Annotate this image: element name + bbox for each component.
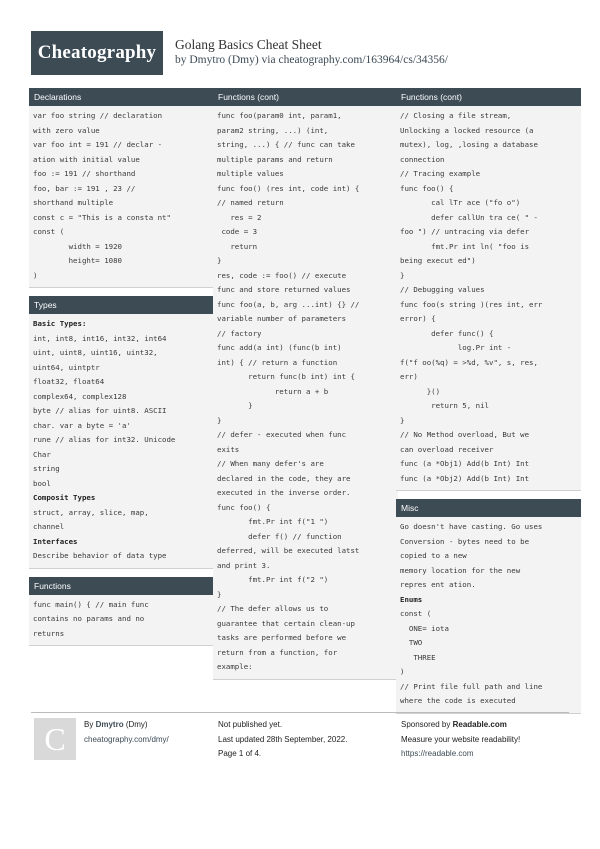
- code-line: char. var a byte = 'a': [33, 420, 131, 430]
- footer-author: [84, 718, 169, 747]
- code-line: declared in the code, they are: [217, 473, 351, 483]
- code-line: const (: [33, 227, 65, 236]
- code-line: foo := 191 // shorthand: [33, 169, 136, 178]
- code-line: string: [33, 464, 60, 473]
- author-handle: (Dmy): [125, 720, 148, 729]
- section-box: [396, 88, 581, 491]
- cheatography-logo[interactable]: Cheatography: [31, 31, 163, 75]
- column-2: [213, 88, 398, 688]
- code-line: log.Pr int -: [400, 343, 512, 352]
- code-line: ONE= iota: [400, 623, 449, 633]
- section-header: Misc: [396, 499, 581, 517]
- code-line: func foo(param0 int, param1,: [217, 111, 342, 120]
- code-line: defer func() {: [400, 328, 494, 338]
- section-body: [396, 517, 581, 713]
- code-line: rune // alias for int32. Unicode: [33, 435, 176, 444]
- subheading-line: Composit Types: [33, 493, 96, 502]
- code-line: fmt.Pr int f("2 "): [217, 575, 329, 584]
- code-line: return from a function, for: [217, 647, 338, 657]
- code-line: func add(a int) (func(b int): [217, 343, 342, 352]
- code-line: func (a *Obj2) Add(b Int) Int: [400, 473, 530, 483]
- last-updated: Last updated 28th September, 2022.: [218, 734, 348, 744]
- code-line: }(): [400, 386, 441, 396]
- section-header: Declarations: [29, 88, 214, 106]
- sponsor-tagline: Measure your website readability!: [401, 734, 521, 744]
- footer-by: By: [84, 720, 94, 729]
- code-line: repres ent ation.: [400, 580, 476, 589]
- code-line: return 5, nil: [400, 401, 489, 410]
- code-line: }: [217, 589, 222, 599]
- code-line: exits: [217, 444, 240, 454]
- code-line: err): [400, 372, 418, 381]
- code-line: func foo(a, b, arg ...int) {} //: [217, 299, 360, 309]
- section-box: [29, 296, 214, 569]
- section-box: [29, 577, 214, 647]
- subheading-line: Basic Types:: [33, 319, 87, 328]
- code-line: }: [400, 270, 405, 280]
- code-line: fmt.Pr int ln( "foo is: [400, 241, 530, 251]
- code-line: return func(b int) int {: [217, 372, 355, 381]
- code-line: ation with initial value: [33, 154, 140, 164]
- code-line: memory location for the new: [400, 565, 521, 575]
- code-line: Go doesn't have casting. Go uses: [400, 522, 543, 531]
- code-line: THREE: [400, 652, 436, 662]
- section-box: [213, 88, 398, 680]
- code-line: // Debugging values: [400, 285, 485, 294]
- sheet-title: Golang Basics Cheat Sheet: [175, 37, 322, 52]
- footer-sponsor: [401, 718, 520, 762]
- author-avatar[interactable]: [34, 718, 76, 760]
- sheet-byline-link[interactable]: by Dmytro (Dmy) via cheatography.com/163964/cs/34356/: [175, 54, 448, 66]
- author-profile-link[interactable]: cheatography.com/dmy/: [84, 734, 169, 744]
- code-line: }: [217, 256, 222, 265]
- code-line: param2 string, ...) (int,: [217, 125, 329, 135]
- page-number: Page 1 of 4.: [218, 749, 262, 758]
- code-line: Unlocking a locked resource (a: [400, 125, 534, 135]
- code-line: Char: [33, 449, 51, 459]
- code-line: return a + b: [217, 386, 329, 396]
- sponsor-name-link[interactable]: Readable.com: [452, 720, 507, 729]
- code-line: with zero value: [33, 125, 100, 135]
- code-line: var foo int = 191 // declar -: [33, 140, 163, 149]
- code-line: struct, array, slice, map,: [33, 507, 149, 517]
- code-line: error) {: [400, 314, 436, 323]
- code-line: // named return: [217, 198, 284, 207]
- code-line: being execut ed"): [400, 256, 476, 265]
- code-line: connection: [400, 154, 445, 164]
- code-line: executed in the inverse order.: [217, 488, 351, 497]
- code-line: mutex), log, ,losing a database: [400, 140, 538, 149]
- code-line: contains no params and no: [33, 614, 145, 623]
- code-line: func foo() {: [400, 183, 454, 193]
- code-line: copied to a new: [400, 551, 467, 560]
- section-body: [29, 314, 214, 568]
- code-line: float32, float64: [33, 377, 105, 386]
- code-line: int, int8, int16, int32, int64: [33, 333, 167, 343]
- code-line: example:: [217, 662, 253, 671]
- published-status: Not published yet.: [218, 720, 283, 729]
- code-line: and print 3.: [217, 560, 271, 570]
- code-line: }: [217, 415, 222, 425]
- code-line: uint64, uintptr: [33, 362, 100, 372]
- column-3: [396, 88, 581, 722]
- code-line: can overload receiver: [400, 444, 494, 454]
- section-header: Functions (cont): [396, 88, 581, 106]
- code-line: // factory: [217, 328, 262, 338]
- code-line: code = 3: [217, 227, 258, 236]
- code-line: // When many defer's are: [217, 459, 324, 468]
- sponsor-prefix: Sponsored by: [401, 720, 451, 729]
- section-header: Types: [29, 296, 214, 314]
- code-line: foo, bar := 191 , 23 //: [33, 183, 136, 193]
- subheading-line: Interfaces: [33, 536, 78, 546]
- code-line: defer callUn tra ce( " -: [400, 212, 538, 222]
- code-line: // defer - executed when func: [217, 430, 347, 439]
- sponsor-link[interactable]: https://readable.com: [401, 749, 474, 758]
- code-line: where the code is executed: [400, 696, 516, 705]
- code-line: channel: [33, 522, 65, 531]
- code-line: func foo(s string )(res int, err: [400, 299, 543, 309]
- author-name-link[interactable]: Dmytro: [95, 720, 124, 729]
- code-line: width = 1920: [33, 241, 122, 251]
- code-line: guarantee that certain clean-up: [217, 618, 355, 628]
- code-line: TWO: [400, 638, 423, 647]
- code-line: multiple params and return: [217, 154, 333, 164]
- section-header: Functions: [29, 577, 214, 595]
- code-line: returns: [33, 628, 65, 638]
- code-line: // The defer allows us to: [217, 604, 329, 613]
- code-line: // Tracing example: [400, 169, 481, 178]
- footer-meta: [218, 718, 347, 762]
- code-line: Describe behavior of data type: [33, 551, 167, 560]
- code-line: foo ") // untracing via defer: [400, 227, 530, 236]
- code-line: ): [400, 667, 405, 676]
- code-line: cal lTr ace ("fo o"): [400, 198, 521, 207]
- code-line: res, code := foo() // execute: [217, 270, 347, 280]
- code-line: var foo string // declaration: [33, 111, 163, 120]
- code-line: int) { // return a function: [217, 357, 338, 367]
- code-line: func foo() (res int, code int) {: [217, 183, 360, 193]
- code-line: func main() { // main func: [33, 599, 149, 609]
- code-line: return: [217, 241, 258, 251]
- code-line: f("f oo(%q) = >%d, %v", s, res,: [400, 357, 538, 367]
- section-box: [396, 499, 581, 714]
- footer-divider: [31, 712, 569, 713]
- avatar-letter: C: [44, 720, 66, 757]
- code-line: }: [400, 415, 405, 425]
- code-line: // Print file full path and line: [400, 681, 543, 691]
- code-line: shorthand multiple: [33, 198, 114, 207]
- code-line: }: [217, 401, 253, 410]
- code-line: // Closing a file stream,: [400, 111, 512, 120]
- code-line: complex64, complex128: [33, 391, 127, 401]
- code-line: const (: [400, 609, 432, 618]
- subheading-line: Enums: [400, 594, 423, 604]
- section-body: [29, 106, 214, 287]
- column-1: [29, 88, 214, 654]
- code-line: uint, uint8, uint16, uint32,: [33, 348, 158, 357]
- code-line: string, ...) { // func can take: [217, 140, 355, 149]
- code-line: byte // alias for uint8. ASCII: [33, 406, 167, 415]
- code-line: multiple values: [217, 169, 284, 178]
- code-line: defer f() // function: [217, 531, 342, 541]
- section-body: [213, 106, 398, 679]
- code-line: func foo() {: [217, 502, 271, 512]
- code-line: height= 1080: [33, 256, 122, 265]
- code-line: fmt.Pr int f("1 "): [217, 517, 329, 526]
- code-line: res = 2: [217, 212, 262, 222]
- code-line: variable number of parameters: [217, 314, 347, 323]
- section-header: Functions (cont): [213, 88, 398, 106]
- code-line: bool: [33, 478, 51, 488]
- section-body: [29, 595, 214, 646]
- code-line: tasks are performed before we: [217, 633, 347, 642]
- code-line: const c = "This is a consta nt": [33, 212, 171, 222]
- section-box: [29, 88, 214, 288]
- code-line: deferred, will be executed latst: [217, 546, 360, 555]
- code-line: func (a *Obj1) Add(b Int) Int: [400, 459, 530, 468]
- code-line: Conversion - bytes need to be: [400, 536, 530, 546]
- code-line: ): [33, 270, 38, 280]
- section-body: [396, 106, 581, 490]
- code-line: func and store returned values: [217, 285, 351, 294]
- code-line: // No Method overload, But we: [400, 430, 530, 439]
